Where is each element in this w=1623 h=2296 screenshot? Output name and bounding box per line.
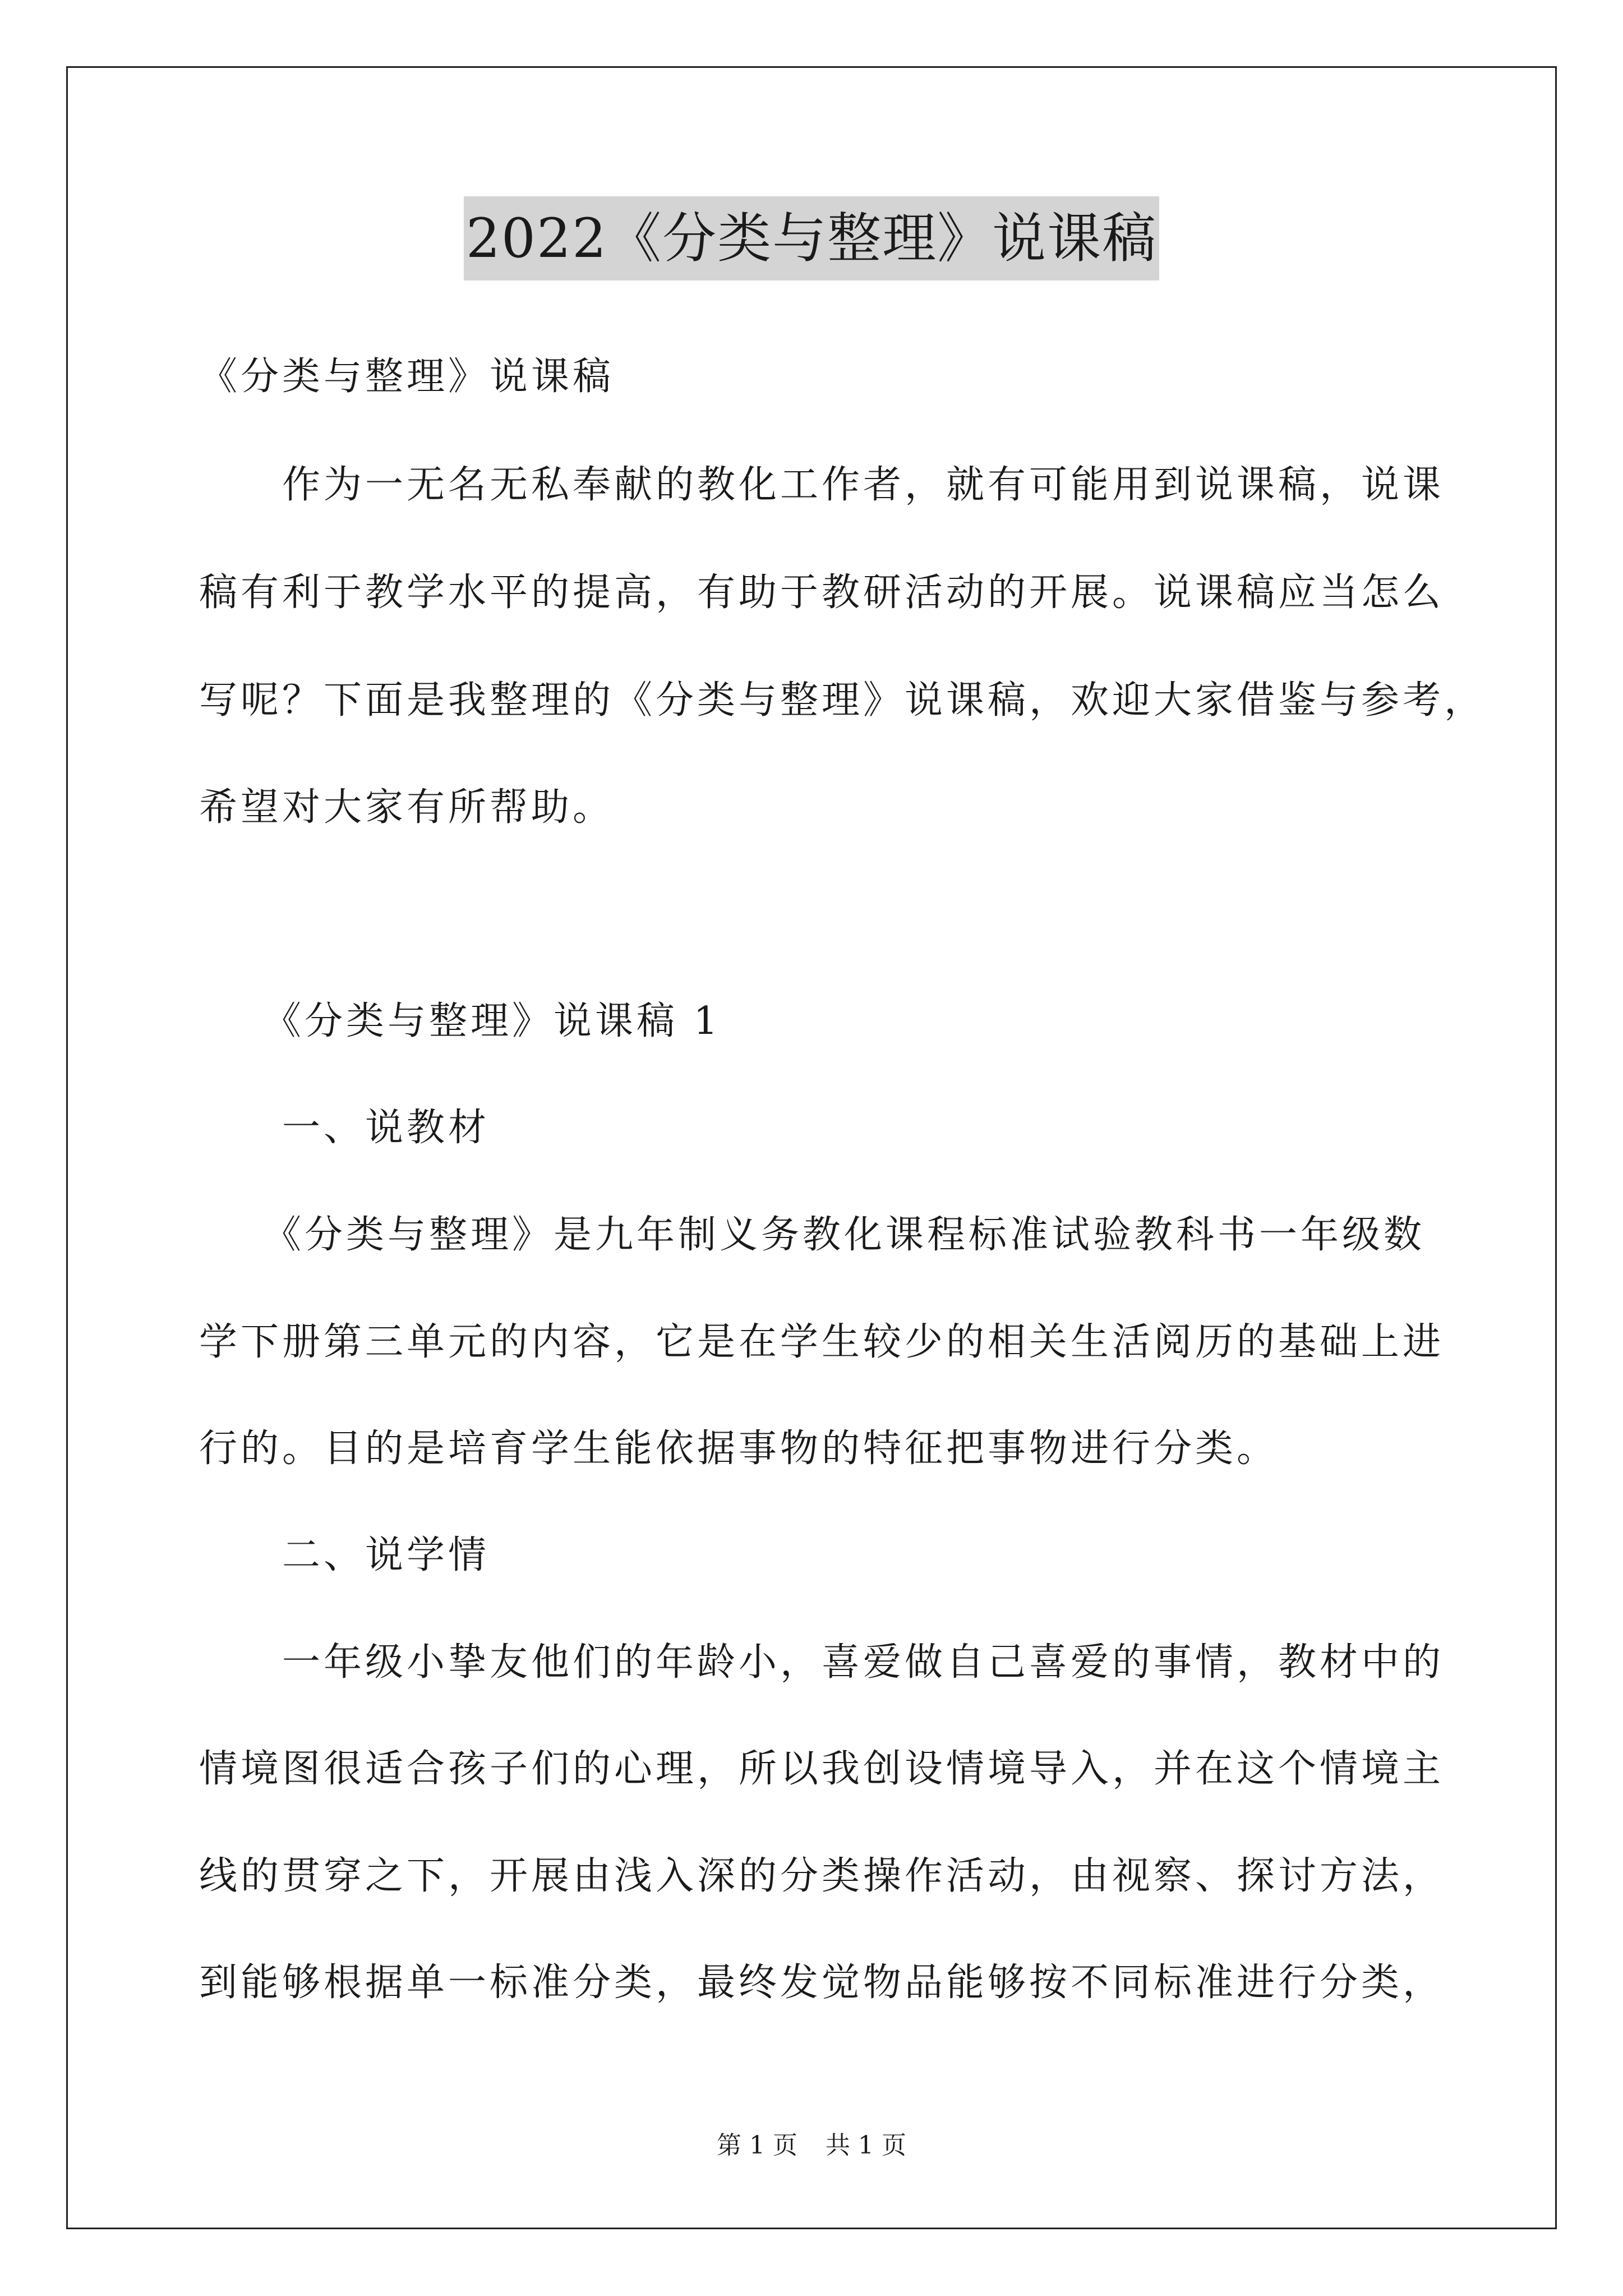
text-line: 稿有利于教学水平的提高，有助于教研活动的开展。说课稿应当怎么: [199, 570, 1445, 615]
text-line: 《分类与整理》说课稿: [199, 355, 615, 399]
text-line: 《分类与整理》说课稿 1: [199, 999, 721, 1043]
text-line: 作为一无名无私奉献的教化工作者，就有可能用到说课稿，说课: [199, 463, 1445, 507]
text-line: 写呢？下面是我整理的《分类与整理》说课稿，欢迎大家借鉴与参考，: [199, 678, 1486, 723]
text-line: 一年级小挚友他们的年龄小，喜爱做自己喜爱的事情，教材中的: [199, 1640, 1445, 1685]
text-line: 情境图很适合孩子们的心理，所以我创设情境导入，并在这个情境主: [199, 1747, 1445, 1791]
text-line: 行的。目的是培育学生能依据事物的特征把事物进行分类。: [199, 1427, 1279, 1471]
page-number: 第 1 页: [717, 2131, 797, 2160]
text-line: 线的贯穿之下，开展由浅入深的分类操作活动，由视察、探讨方法，: [199, 1854, 1445, 1898]
text-line: 希望对大家有所帮助。: [199, 785, 615, 830]
page-total: 共 1 页: [826, 2131, 906, 2160]
page-footer: [0, 2129, 1623, 2162]
text-line: 到能够根据单一标准分类，最终发觉物品能够按不同标准进行分类，: [199, 1961, 1445, 2005]
text-line: 二、说学情: [199, 1533, 490, 1577]
text-line: 《分类与整理》是九年制义务教化课程标准试验教科书一年级数: [199, 1213, 1426, 1257]
title-container: [0, 196, 1623, 280]
text-line: 学下册第三单元的内容，它是在学生较少的相关生活阅历的基础上进: [199, 1320, 1445, 1364]
text-line: 一、说教材: [199, 1106, 490, 1150]
document-title: 2022《分类与整理》说课稿: [464, 196, 1159, 280]
